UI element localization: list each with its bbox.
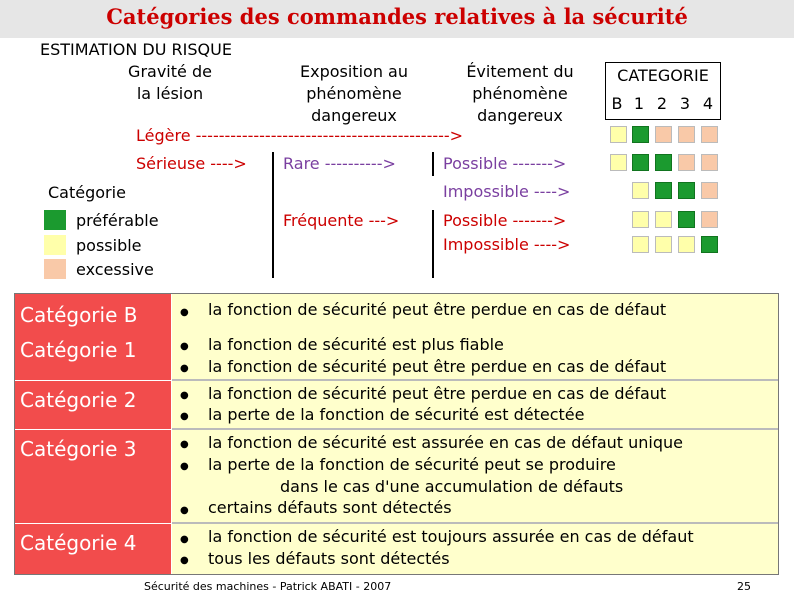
- row-divider: [172, 522, 778, 524]
- legend-label-excessive: excessive: [76, 260, 154, 279]
- evitement-possible-1: Possible ------->: [443, 154, 567, 173]
- evitement-possible-2: Possible ------->: [443, 211, 567, 230]
- matrix-cell: [701, 182, 718, 199]
- matrix-cell: [701, 154, 718, 171]
- bullet: ●: [180, 307, 189, 318]
- categorie-header: CATEGORIE: [617, 66, 709, 85]
- gravite-serieuse: Sérieuse ---->: [136, 154, 247, 173]
- legend-label-possible: possible: [76, 236, 142, 255]
- category-2-label: Catégorie 2: [20, 388, 137, 412]
- page-title: Catégories des commandes relatives à la sécurité: [106, 4, 688, 29]
- category-b-label: Catégorie B: [20, 303, 138, 327]
- branch-line-rare: [432, 152, 434, 176]
- legend-label-preferable: préférable: [76, 211, 159, 230]
- matrix-cell: [632, 211, 649, 228]
- matrix-cell: [655, 182, 672, 199]
- category-3-label: Catégorie 3: [20, 437, 137, 461]
- cat-3-line-1: la fonction de sécurité est assurée en cas de défaut unique: [208, 433, 683, 452]
- matrix-cell: [678, 236, 695, 253]
- exposition-frequente: Fréquente --->: [283, 211, 400, 230]
- matrix-cell: [632, 182, 649, 199]
- bullet: ●: [180, 461, 189, 472]
- cat-3-line-2b: dans le cas d'une accumulation de défauts: [280, 477, 624, 496]
- matrix-cell: [678, 211, 695, 228]
- matrix-cell: [678, 154, 695, 171]
- matrix-cell: [701, 126, 718, 143]
- bullet: ●: [180, 505, 189, 516]
- diagram-heading: ESTIMATION DU RISQUE: [40, 40, 232, 59]
- branch-line-frequente: [432, 210, 434, 278]
- bullet: ●: [180, 439, 189, 450]
- matrix-cell: [678, 182, 695, 199]
- legend-swatch-excessive: [44, 259, 66, 279]
- cat-2-line-2: la perte de la fonction de sécurité est détectée: [208, 405, 585, 424]
- matrix-cell: [610, 154, 627, 171]
- legend-swatch-preferable: [44, 210, 66, 230]
- gravite-legere: Légère -------------------------------------------->: [136, 126, 464, 145]
- bullet: ●: [180, 555, 189, 566]
- matrix-cell: [655, 154, 672, 171]
- cat-1-line-2: la fonction de sécurité peut être perdue en cas de défaut: [208, 357, 667, 376]
- col-gravite-1: Gravité de: [128, 62, 212, 81]
- page-number: 25: [737, 580, 751, 593]
- categorie-code-2: 2: [656, 94, 668, 113]
- col-gravite-2: la lésion: [136, 84, 204, 103]
- branch-line-serieuse: [272, 152, 274, 278]
- cat-3-line-2: la perte de la fonction de sécurité peut se produire: [208, 455, 616, 474]
- cat-3-line-3: certains défauts sont détectés: [208, 498, 452, 517]
- col-evitement-3: dangereux: [477, 106, 563, 125]
- col-evitement-2: phénomène: [472, 84, 568, 103]
- matrix-cell: [610, 126, 627, 143]
- footer-credit: Sécurité des machines - Patrick ABATI - 2007: [144, 580, 392, 593]
- col-exposition-3: dangereux: [311, 106, 397, 125]
- matrix-cell: [632, 236, 649, 253]
- legend-title: Catégorie: [48, 183, 126, 202]
- matrix-cell: [701, 211, 718, 228]
- evitement-impossible-2: Impossible ---->: [443, 235, 571, 254]
- categorie-code-b: B: [611, 94, 623, 113]
- bullet: ●: [180, 534, 189, 545]
- legend-swatch-possible: [44, 235, 66, 255]
- cat-2-line-1: la fonction de sécurité peut être perdue en cas de défaut: [208, 384, 667, 403]
- bullet: ●: [180, 341, 189, 352]
- matrix-cell: [632, 154, 649, 171]
- col-exposition-2: phénomène: [306, 84, 402, 103]
- matrix-cell: [632, 126, 649, 143]
- row-divider: [172, 428, 778, 430]
- row-divider: [172, 379, 778, 381]
- categorie-code-1: 1: [633, 94, 645, 113]
- cat-4-line-1: la fonction de sécurité est toujours assurée en cas de défaut: [208, 527, 694, 546]
- categorie-code-4: 4: [702, 94, 714, 113]
- categorie-code-3: 3: [679, 94, 691, 113]
- evitement-impossible-1: Impossible ---->: [443, 182, 571, 201]
- col-exposition-1: Exposition au: [300, 62, 408, 81]
- matrix-cell: [655, 211, 672, 228]
- matrix-cell: [701, 236, 718, 253]
- matrix-cell: [678, 126, 695, 143]
- matrix-cell: [655, 126, 672, 143]
- bullet: ●: [180, 390, 189, 401]
- exposition-rare: Rare ---------->: [283, 154, 396, 173]
- cat-b-line-1: la fonction de sécurité peut être perdue en cas de défaut: [208, 300, 667, 319]
- category-1-label: Catégorie 1: [20, 338, 137, 362]
- cat-4-line-2: tous les défauts sont détectés: [208, 549, 450, 568]
- bullet: ●: [180, 411, 189, 422]
- bullet: ●: [180, 363, 189, 374]
- col-evitement-1: Évitement du: [466, 62, 574, 81]
- cat-1-line-1: la fonction de sécurité est plus fiable: [208, 335, 504, 354]
- category-4-label: Catégorie 4: [20, 531, 137, 555]
- matrix-cell: [655, 236, 672, 253]
